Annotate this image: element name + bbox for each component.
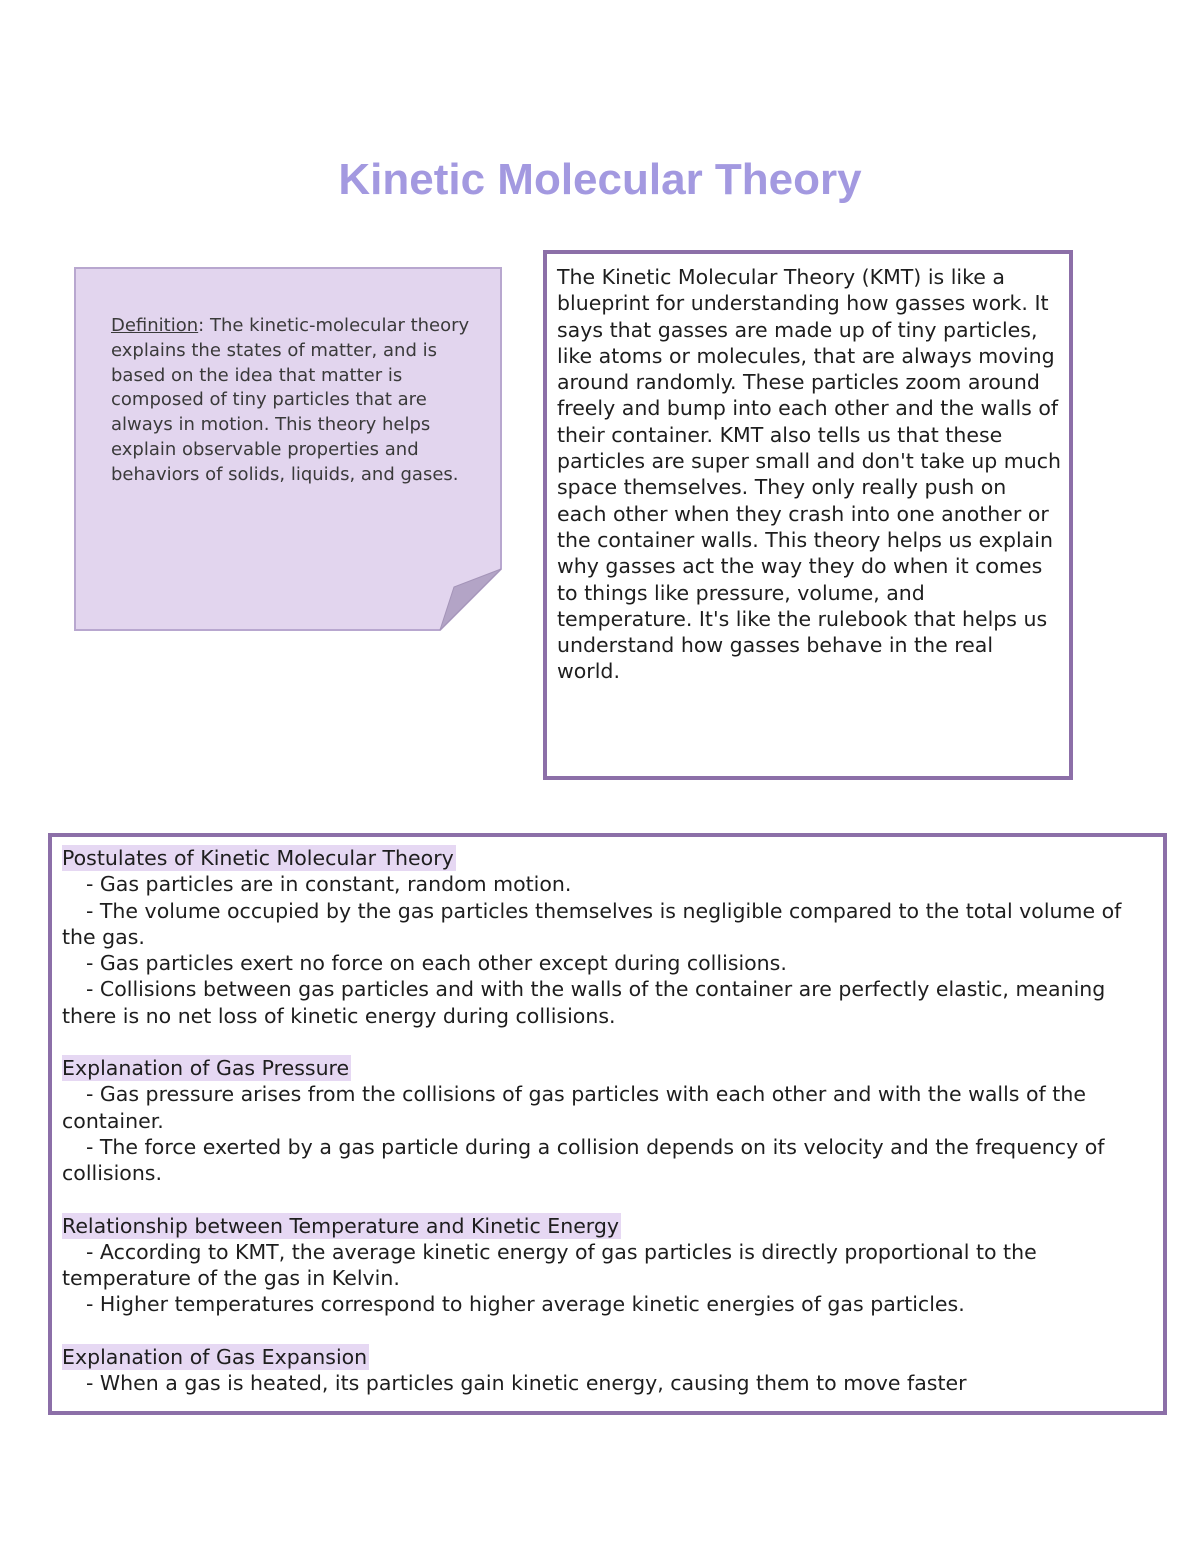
bullet-item: - The force exerted by a gas particle during a collision depends on its velocity and the frequency of collisions.	[62, 1134, 1105, 1186]
kmt-details-box	[48, 833, 1167, 1415]
bullet-item: - Higher temperatures correspond to higher average kinetic energies of gas particles.	[86, 1292, 965, 1317]
definition-label: Definition	[111, 315, 199, 336]
section-heading: Explanation of Gas Pressure	[62, 1056, 350, 1081]
definition-text-block	[111, 314, 471, 488]
section	[62, 1344, 1159, 1397]
bullet-item: - The volume occupied by the gas particles themselves is negligible compared to the total volume of the gas.	[62, 898, 1122, 949]
bullet-item: - Gas pressure arises from the collisions of gas particles with each other and with the walls of the container.	[62, 1082, 1086, 1133]
section	[62, 845, 1159, 1029]
kmt-summary-text: The Kinetic Molecular Theory (KMT) is like a blueprint for understanding how gasses work. It says that gasses are made up of tiny particles, like atoms or molecules, that are always moving around randomly. These particles zoom around freely and bump into each other and the walls of their container. KMT also tells us that these particles are super small and don't take up much space themselves. They only really push on each other when they crash into one another or the container walls. This theory helps us explain why gasses act the way they do when it comes to things like pressure, volume, and temperature. It's like the rulebook that helps us understand how gasses behave in the real world.	[557, 265, 1061, 684]
bullet-item: - When a gas is heated, its particles gain kinetic energy, causing them to move faster	[86, 1371, 967, 1396]
kmt-summary-box	[543, 250, 1073, 780]
section-heading: Explanation of Gas Expansion	[62, 1344, 368, 1369]
bullet-item: - Collisions between gas particles and with the walls of the container are perfectly elastic, meaning there is no net loss of kinetic energy during collisions.	[62, 977, 1106, 1028]
definition-sticky-note	[74, 267, 502, 631]
bullet-item: - Gas particles are in constant, random motion.	[86, 872, 572, 897]
section	[62, 1055, 1159, 1186]
page-title: Kinetic Molecular Theory	[338, 155, 862, 204]
section-heading: Postulates of Kinetic Molecular Theory	[62, 846, 454, 870]
definition-body: : The kinetic-molecular theory explains the states of matter, and is based on the idea that matter is composed of tiny particles that are always in motion. This theory helps explain observable properties and behaviors of solids, liquids, and gases.	[111, 315, 470, 485]
bullet-item: - According to KMT, the average kinetic energy of gas particles is directly proportional to the temperature of the gas in Kelvin.	[62, 1239, 1037, 1291]
section	[62, 1213, 1159, 1318]
bullet-item: - Gas particles exert no force on each other except during collisions.	[86, 951, 787, 976]
section-heading: Relationship between Temperature and Kinetic Energy	[62, 1213, 620, 1238]
sections-list	[62, 845, 1159, 1396]
